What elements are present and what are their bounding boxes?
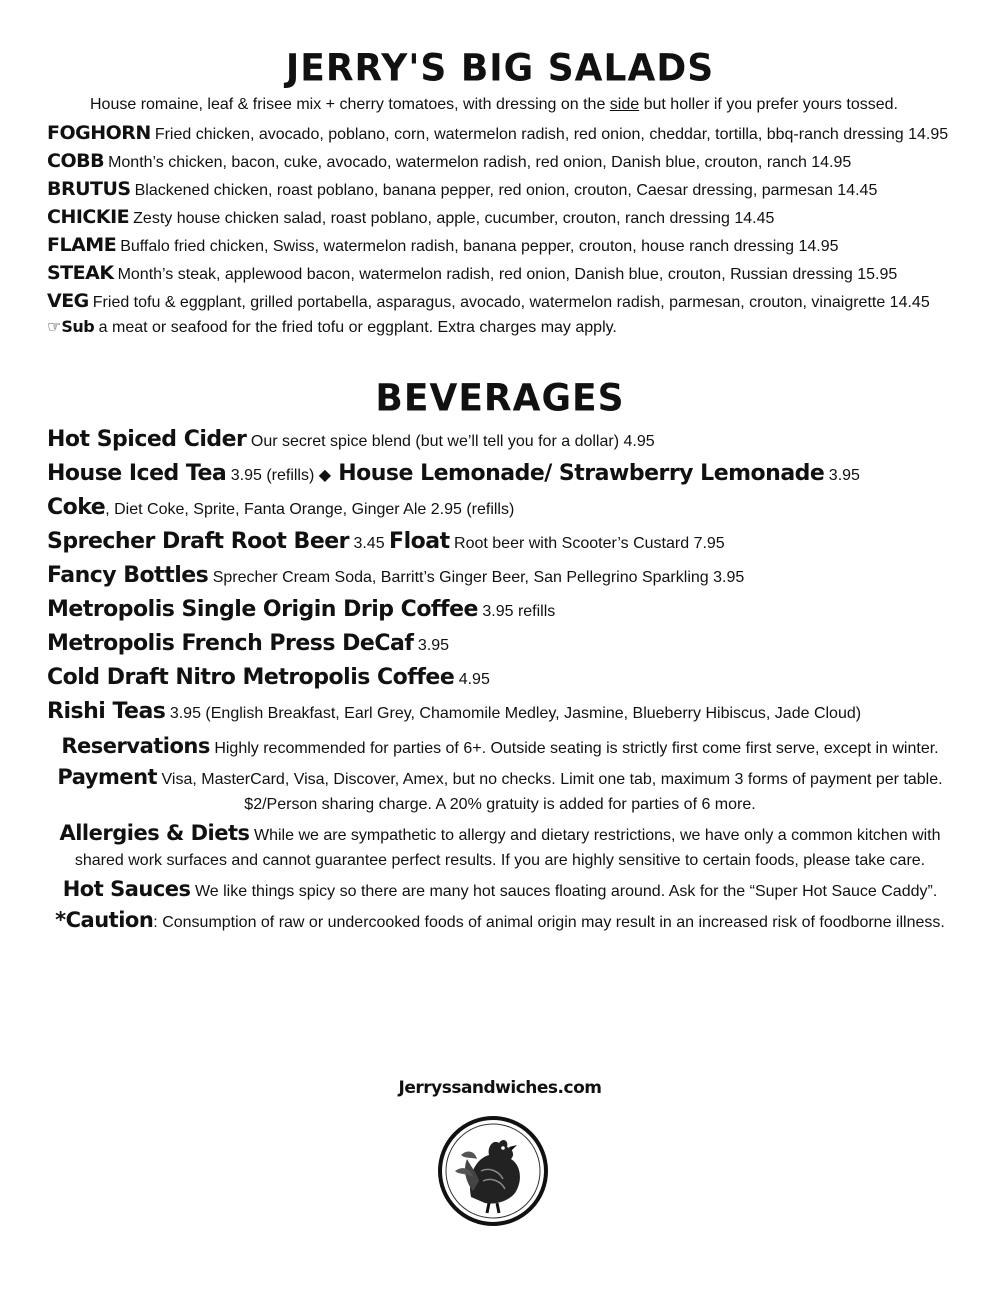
intro-text: House romaine, leaf & frisee mix + cherry tomatoes, with dressing on the (90, 96, 610, 113)
caution-note (40, 908, 960, 935)
beverage-item (47, 662, 992, 696)
beverage-item (47, 492, 992, 526)
beverage-desc: 3.95 (824, 467, 860, 484)
beverage-desc: Sprecher Cream Soda, Barritt’s Ginger Beer, San Pellegrino Sparkling 3.95 (208, 569, 745, 586)
sub-text: a meat or seafood for the fried tofu or eggplant. Extra charges may apply. (94, 319, 617, 336)
allergies-note (40, 821, 960, 873)
salads-intro (90, 96, 990, 114)
payment-note (40, 765, 960, 817)
salad-name: FOGHORN (47, 122, 151, 144)
beverage-item (47, 560, 992, 594)
note-title: Reservations (61, 734, 210, 758)
note-title: Allergies & Diets (59, 821, 250, 845)
beverage-desc: 3.95 (413, 637, 449, 654)
salad-desc: Fried chicken, avocado, poblano, corn, watermelon radish, red onion, cheddar, tortilla, bbq-ranch dressing 14.95 (154, 126, 949, 143)
beverage-name: Sprecher Draft Root Beer (47, 529, 350, 554)
note-title: *Caution (55, 908, 154, 932)
reservations-note (40, 734, 960, 761)
beverage-name: Cold Draft Nitro Metropolis Coffee (47, 665, 455, 690)
beverage-list (47, 424, 992, 730)
salad-item (47, 176, 992, 204)
salad-item (47, 260, 992, 288)
beverage-desc: 4.95 (454, 671, 490, 688)
note-text: : Consumption of raw or undercooked foods of animal origin may result in an increased risk of foodborne illness. (153, 914, 945, 931)
salad-desc: Zesty house chicken salad, roast poblano, apple, cucumber, crouton, ranch dressing 14.45 (133, 210, 775, 227)
beverage-name: Float (389, 529, 450, 554)
salad-item (47, 288, 992, 316)
beverage-name: House Lemonade/ Strawberry Lemonade (331, 461, 825, 486)
beverage-item (47, 696, 992, 730)
salad-item (47, 120, 992, 148)
salad-desc: Buffalo fried chicken, Swiss, watermelon radish, banana pepper, crouton, house ranch dressing 14.95 (120, 238, 839, 255)
policy-notes (40, 734, 960, 939)
beverage-name: Fancy Bottles (47, 563, 209, 588)
beverage-item (47, 628, 992, 662)
footer (0, 1078, 1000, 1098)
diamond-icon: ◆ (318, 467, 332, 484)
note-text: Visa, MasterCard, Visa, Discover, Amex, but no checks. Limit one tab, maximum 3 forms of payment per table. $2/Person sharing charge. A 20% gratuity is added for parties of 6 more. (157, 771, 943, 813)
beverage-name: Metropolis French Press DeCaf (47, 631, 414, 656)
substitution-note (47, 316, 992, 339)
salad-desc: Fried tofu & eggplant, grilled portabella, asparagus, avocado, watermelon radish, parmesan, crouton, vinaigrette 14.45 (92, 294, 930, 311)
beverage-name: Metropolis Single Origin Drip Coffee (47, 597, 478, 622)
beverage-name: Rishi Teas (47, 699, 166, 724)
salad-desc: Month’s steak, applewood bacon, watermelon radish, red onion, Danish blue, crouton, Russian dressing 15.95 (117, 266, 898, 283)
salad-item (47, 204, 992, 232)
rooster-logo-icon (437, 1115, 549, 1227)
salads-title: JERRY'S BIG SALADS (285, 46, 715, 91)
intro-text-end: but holler if you prefer yours tossed. (639, 96, 898, 113)
salad-name: STEAK (47, 262, 114, 284)
beverage-desc: Root beer with Scooter’s Custard 7.95 (449, 535, 725, 552)
sub-label: Sub (61, 317, 95, 336)
beverage-desc: 3.95 (English Breakfast, Earl Grey, Chamomile Medley, Jasmine, Blueberry Hibiscus, Jade Cloud) (165, 705, 862, 722)
beverage-item (47, 424, 992, 458)
beverage-desc: 3.95 (refills) (226, 467, 319, 484)
beverage-item (47, 526, 992, 560)
salad-name: VEG (47, 290, 89, 312)
beverage-desc: , Diet Coke, Sprite, Fanta Orange, Ginger Ale 2.95 (refills) (105, 501, 515, 518)
beverage-item (47, 458, 992, 492)
beverage-desc: 3.45 (349, 535, 390, 552)
salad-name: BRUTUS (47, 178, 131, 200)
note-text: Highly recommended for parties of 6+. Outside seating is strictly first come first serve, except in winter. (209, 740, 939, 757)
salad-desc: Blackened chicken, roast poblano, banana pepper, red onion, crouton, Caesar dressing, parmesan 14.45 (134, 182, 878, 199)
note-text: While we are sympathetic to allergy and dietary restrictions, we have only a common kitchen with shared work surfaces and cannot guarantee perfect results. If you are highly sensitive to certain foods, please take care. (74, 827, 941, 869)
beverage-name: Hot Spiced Cider (47, 427, 247, 452)
beverages-title: BEVERAGES (375, 376, 625, 421)
note-text: We like things spicy so there are many hot sauces floating around. Ask for the “Super Hot Sauce Caddy”. (190, 883, 938, 900)
hot-sauces-note (40, 877, 960, 904)
intro-underlined: side (609, 96, 640, 113)
beverage-desc: Our secret spice blend (but we’ll tell you for a dollar) 4.95 (246, 433, 655, 450)
salad-item (47, 148, 992, 176)
salad-item (47, 232, 992, 260)
salad-name: COBB (47, 150, 105, 172)
beverage-desc: 3.95 refills (477, 603, 556, 620)
pointing-hand-icon: ☞ (47, 319, 62, 336)
website-link[interactable]: Jerryssandwiches.com (398, 1078, 602, 1098)
salad-name: FLAME (47, 234, 117, 256)
salad-desc: Month’s chicken, bacon, cuke, avocado, watermelon radish, red onion, Danish blue, crouton, ranch 14.95 (108, 154, 852, 171)
note-title: Hot Sauces (62, 877, 191, 901)
beverage-name: House Iced Tea (47, 461, 227, 486)
note-title: Payment (57, 765, 158, 789)
beverage-name: Coke (47, 495, 106, 520)
beverage-item (47, 594, 992, 628)
salad-list (47, 120, 992, 339)
salad-name: CHICKIE (47, 206, 130, 228)
